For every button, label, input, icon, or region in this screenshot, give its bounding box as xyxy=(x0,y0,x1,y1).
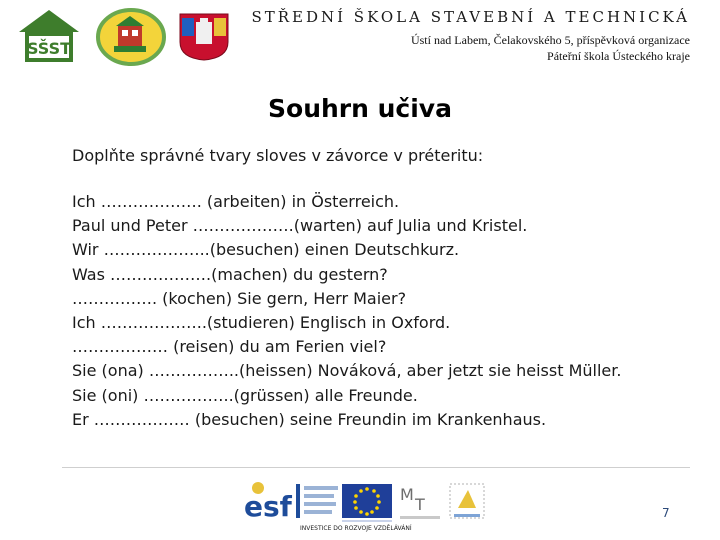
school-address: Ústí nad Labem, Čelakovského 5, příspěvková organizace xyxy=(410,33,690,47)
exercise-item: Sie (oni) ……………..(grüssen) alle Freunde. xyxy=(72,385,418,405)
exercise-item: ……………. (kochen) Sie gern, Herr Maier? xyxy=(72,288,407,308)
footer-divider xyxy=(62,467,690,468)
svg-text:T: T xyxy=(415,495,425,514)
exercise-instruction: Doplňte správné tvary sloves v závorce v préteritu: xyxy=(72,146,484,165)
school-logo-text: SŠST xyxy=(26,39,72,58)
eu-flag xyxy=(342,484,392,524)
svg-text:M: M xyxy=(400,485,414,504)
op-vk-logo xyxy=(450,484,484,518)
esf-logo xyxy=(244,482,338,523)
investment-slogan: INVESTICE DO ROZVOJE VZDĚLÁVÁNÍ xyxy=(300,525,412,532)
eu-funding-banner xyxy=(240,478,490,534)
exercise-item: Paul und Peter ……………….(warten) auf Julia und Kristel. xyxy=(72,216,528,236)
round-school-emblem xyxy=(96,8,166,66)
exercise-item: Ich ………………..(studieren) Englisch in Oxford. xyxy=(72,313,451,333)
page-title: Souhrn učiva xyxy=(268,94,452,123)
exercise-item: Sie (ona) ……………..(heissen) Nováková, aber jetzt sie heisst Müller. xyxy=(72,361,622,381)
school-name: STŘEDNÍ ŠKOLA STAVEBNÍ A TECHNICKÁ xyxy=(251,8,690,26)
school-region: Páteřní škola Ústeckého kraje xyxy=(547,49,690,63)
esf-logo-text: esf xyxy=(244,490,292,523)
page-number: 7 xyxy=(662,506,670,520)
exercise-item: Was ……………….(machen) du gestern? xyxy=(72,264,388,284)
exercise-list xyxy=(72,190,621,432)
school-logo xyxy=(15,6,83,66)
exercise-item: Ich ………………. (arbeiten) in Österreich. xyxy=(72,192,400,211)
coat-of-arms xyxy=(176,12,232,62)
exercise-item: ……………… (reisen) du am Ferien viel? xyxy=(72,337,387,357)
exercise-item: Wir ………………..(besuchen) einen Deutschkurz. xyxy=(72,240,460,260)
exercise-item: Er ……………… (besuchen) seine Freundin im Krankenhaus. xyxy=(72,409,547,429)
msmt-logo xyxy=(400,485,440,519)
